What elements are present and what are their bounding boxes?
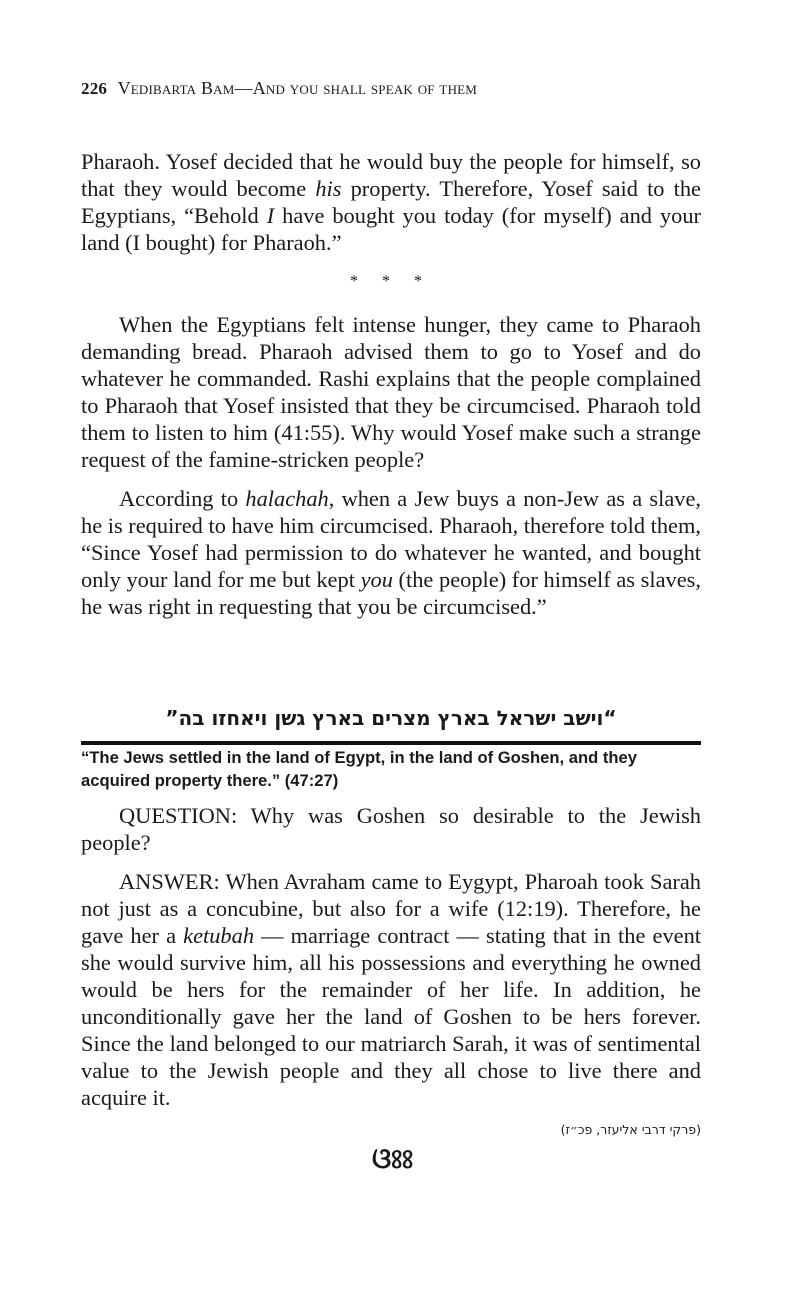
page <box>81 0 701 1300</box>
answer-paragraph <box>81 868 701 1111</box>
running-title: Vedibarta Bam—And you shall speak of them <box>117 78 478 98</box>
running-head <box>81 78 477 99</box>
italic-run: ketubah <box>183 923 255 948</box>
english-verse-heading: “The Jews settled in the land of Egypt, in the land of Goshen, and they acquired property there.” (47:27) <box>81 748 637 790</box>
question-paragraph: QUESTION: Why was Goshen so desirable to the Jewish people? <box>81 803 701 855</box>
text-run: Pharaoh. Yosef decided that he would buy the people for himself, so that they would become <box>81 149 701 201</box>
page-number: 226 <box>81 79 108 98</box>
italic-run: I <box>266 203 275 228</box>
text-run: According to <box>119 486 246 511</box>
paragraph-1 <box>81 148 701 256</box>
section-separator: * * * <box>350 273 432 290</box>
text-run: , when a Jew buys a non-Jew as a slave, he is required to have him circumcised. Pharaoh, therefore told them, “Since Yosef had permission to do whatever he wanted, and bought only your land for me but kept <box>81 486 701 592</box>
source-citation: (פרקי דרבי אליעזר, פכ״ז) <box>560 1122 701 1137</box>
paragraph-3 <box>81 485 701 620</box>
text-run: ANSWER: When Avraham came to Eygypt, Pharoah took Sarah not just as a concubine, but also for a wife (12:19). Therefore, he gave her a <box>81 869 701 948</box>
text-run: (the people) for himself as slaves, he was right in requesting that you be circumcised.” <box>81 567 701 619</box>
text-run: property. Therefore, Yosef said to the Egyptians, “Behold <box>81 176 701 228</box>
paragraph-2: When the Egyptians felt intense hunger, they came to Pharaoh demanding bread. Pharaoh advised them to go to Yosef and do whatever he commanded. Rashi explains that the people complained to Pharaoh that Yosef insisted that they be circumcised. Pharaoh told them to listen to him (41:55). Why would Yosef make such a strange request of the famine-stricken people? <box>81 312 701 472</box>
section-2 <box>81 802 701 1123</box>
end-ornament: ଓଃଃ <box>371 1142 411 1175</box>
hebrew-verse-heading: “וישב ישראל בארץ מצרים בארץ גשן ויאחזו בה” <box>165 706 617 730</box>
section-1 <box>81 148 701 632</box>
italic-run: you <box>360 567 393 592</box>
italic-run: his <box>315 176 342 201</box>
italic-run: halachah <box>245 486 329 511</box>
heading-rule <box>81 741 701 745</box>
text-run: — marriage contract — stating that in the event she would survive him, all his possessions and everything he owned would be hers for the remainder of her life. In addition, he unconditionally gave her the land of Goshen to be hers forever. Since the land belonged to our matriarch Sarah, it was of sentimental value to the Jewish people and they all chose to live there and acquire it. <box>81 923 702 1110</box>
text-run: have bought you today (for myself) and your land (I bought) for Pharaoh.” <box>81 203 701 255</box>
